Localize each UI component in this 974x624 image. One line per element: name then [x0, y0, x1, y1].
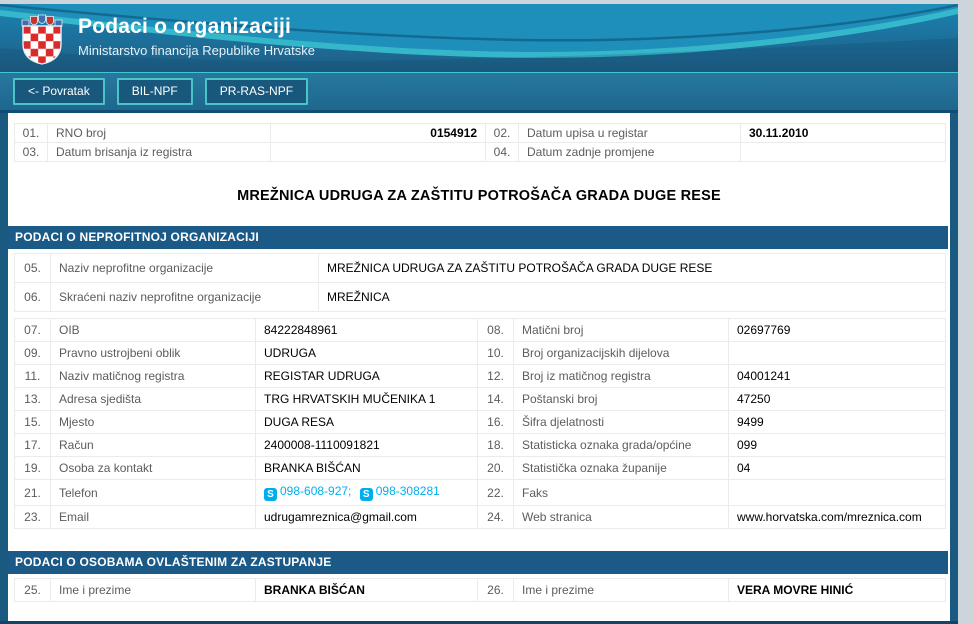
row-number: 04.: [486, 143, 519, 162]
row-number: 15.: [15, 411, 51, 434]
row-number: 14.: [478, 388, 514, 411]
field-value: www.horvatska.com/mreznica.com: [729, 506, 946, 529]
field-value: 02697769: [729, 319, 946, 342]
row-number: 16.: [478, 411, 514, 434]
table-row: [15, 319, 946, 342]
field-label: Račun: [51, 434, 256, 457]
table-row: [15, 480, 946, 506]
row-number: 21.: [15, 480, 51, 506]
table-row: [15, 506, 946, 529]
field-label: OIB: [51, 319, 256, 342]
field-label: Naziv neprofitne organizacije: [51, 254, 319, 283]
field-label: Broj iz matičnog registra: [514, 365, 729, 388]
row-number: 26.: [478, 579, 514, 602]
organization-name-table: [14, 253, 946, 312]
field-label: Broj organizacijskih dijelova: [514, 342, 729, 365]
organization-title: MREŽNICA UDRUGA ZA ZAŠTITU POTROŠAČA GRADA DUGE RESE: [237, 188, 721, 204]
field-label: Faks: [514, 480, 729, 506]
app-header: [0, 4, 958, 73]
field-value: DUGA RESA: [256, 411, 478, 434]
row-number: 13.: [15, 388, 51, 411]
field-label: Ime i prezime: [51, 579, 256, 602]
table-row: [15, 434, 946, 457]
field-label: Matični broj: [514, 319, 729, 342]
row-number: 02.: [486, 124, 519, 143]
skype-phone-link[interactable]: S 098-308281: [360, 484, 440, 498]
field-label: Telefon: [51, 480, 256, 506]
croatian-coat-of-arms: [21, 11, 63, 65]
toolbar: [0, 73, 958, 113]
field-label: Datum brisanja iz registra: [48, 143, 271, 162]
field-value: udrugamreznica@gmail.com: [256, 506, 478, 529]
field-value: TRG HRVATSKIH MUČENIKA 1: [256, 388, 478, 411]
field-value: 2400008-1110091821: [256, 434, 478, 457]
content-area: [0, 113, 958, 624]
field-value: MREŽNICA: [319, 283, 946, 312]
field-value: MREŽNICA UDRUGA ZA ZAŠTITU POTROŠAČA GRADA DUGE RESE: [319, 254, 946, 283]
row-number: 17.: [15, 434, 51, 457]
field-value: 47250: [729, 388, 946, 411]
page-title: Podaci o organizaciji: [78, 15, 292, 38]
field-value: [741, 143, 946, 162]
table-row: [15, 254, 946, 283]
row-number: 03.: [15, 143, 48, 162]
section-heading-nonprofit: PODACI O NEPROFITNOJ ORGANIZACIJI: [8, 226, 948, 249]
field-label: Osoba za kontakt: [51, 457, 256, 480]
skype-icon: S: [360, 488, 373, 501]
row-number: 24.: [478, 506, 514, 529]
row-number: 07.: [15, 319, 51, 342]
field-label: Adresa sjedišta: [51, 388, 256, 411]
skype-phone-link[interactable]: S 098-608-927;: [264, 484, 351, 498]
page-subtitle: Ministarstvo financija Republike Hrvatske: [78, 43, 315, 58]
field-label: Naziv matičnog registra: [51, 365, 256, 388]
representatives-table: [14, 578, 946, 602]
field-label: Ime i prezime: [514, 579, 729, 602]
page-frame: [0, 4, 958, 624]
row-number: 23.: [15, 506, 51, 529]
field-label: Statistička oznaka županije: [514, 457, 729, 480]
table-row: [15, 579, 946, 602]
field-value: 84222848961: [256, 319, 478, 342]
table-row: [15, 411, 946, 434]
row-number: 20.: [478, 457, 514, 480]
table-row: [15, 143, 946, 162]
row-number: 11.: [15, 365, 51, 388]
row-number: 08.: [478, 319, 514, 342]
field-value: UDRUGA: [256, 342, 478, 365]
row-number: 06.: [15, 283, 51, 312]
field-value: 30.11.2010: [741, 124, 946, 143]
section-heading-representatives: PODACI O OSOBAMA OVLAŠTENIM ZA ZASTUPANJE: [8, 551, 948, 574]
field-label: Mjesto: [51, 411, 256, 434]
field-value: VERA MOVRE HINIĆ: [729, 579, 946, 602]
table-row: [15, 388, 946, 411]
bil-npf-button[interactable]: BIL-NPF: [117, 78, 193, 105]
field-label: Skraćeni naziv neprofitne organizacije: [51, 283, 319, 312]
row-number: 10.: [478, 342, 514, 365]
field-label: Web stranica: [514, 506, 729, 529]
field-label: Pravno ustrojbeni oblik: [51, 342, 256, 365]
field-label: Datum upisa u registar: [519, 124, 741, 143]
table-row: [15, 457, 946, 480]
skype-icon: S: [264, 488, 277, 501]
row-number: 01.: [15, 124, 48, 143]
organization-details-table: [14, 318, 946, 529]
back-button[interactable]: <- Povratak: [13, 78, 105, 105]
field-value: [271, 143, 486, 162]
field-label: Šifra djelatnosti: [514, 411, 729, 434]
field-value: 099: [729, 434, 946, 457]
field-value: BRANKA BIŠĆAN: [256, 579, 478, 602]
table-row: [15, 124, 946, 143]
table-row: [15, 365, 946, 388]
row-number: 19.: [15, 457, 51, 480]
field-value: 9499: [729, 411, 946, 434]
field-label: Datum zadnje promjene: [519, 143, 741, 162]
row-number: 12.: [478, 365, 514, 388]
field-value: 0154912: [271, 124, 486, 143]
field-value: BRANKA BIŠĆAN: [256, 457, 478, 480]
table-row: [15, 283, 946, 312]
field-value: [256, 480, 478, 506]
field-label: Statisticka oznaka grada/općine: [514, 434, 729, 457]
row-number: 18.: [478, 434, 514, 457]
row-number: 22.: [478, 480, 514, 506]
field-value: 04: [729, 457, 946, 480]
field-value: [729, 480, 946, 506]
pr-ras-npf-button[interactable]: PR-RAS-NPF: [205, 78, 308, 105]
field-label: Poštanski broj: [514, 388, 729, 411]
field-label: RNO broj: [48, 124, 271, 143]
registry-table: [14, 123, 946, 162]
field-label: Email: [51, 506, 256, 529]
row-number: 09.: [15, 342, 51, 365]
field-value: 04001241: [729, 365, 946, 388]
field-value: [729, 342, 946, 365]
table-row: [15, 342, 946, 365]
field-value: REGISTAR UDRUGA: [256, 365, 478, 388]
row-number: 25.: [15, 579, 51, 602]
row-number: 05.: [15, 254, 51, 283]
